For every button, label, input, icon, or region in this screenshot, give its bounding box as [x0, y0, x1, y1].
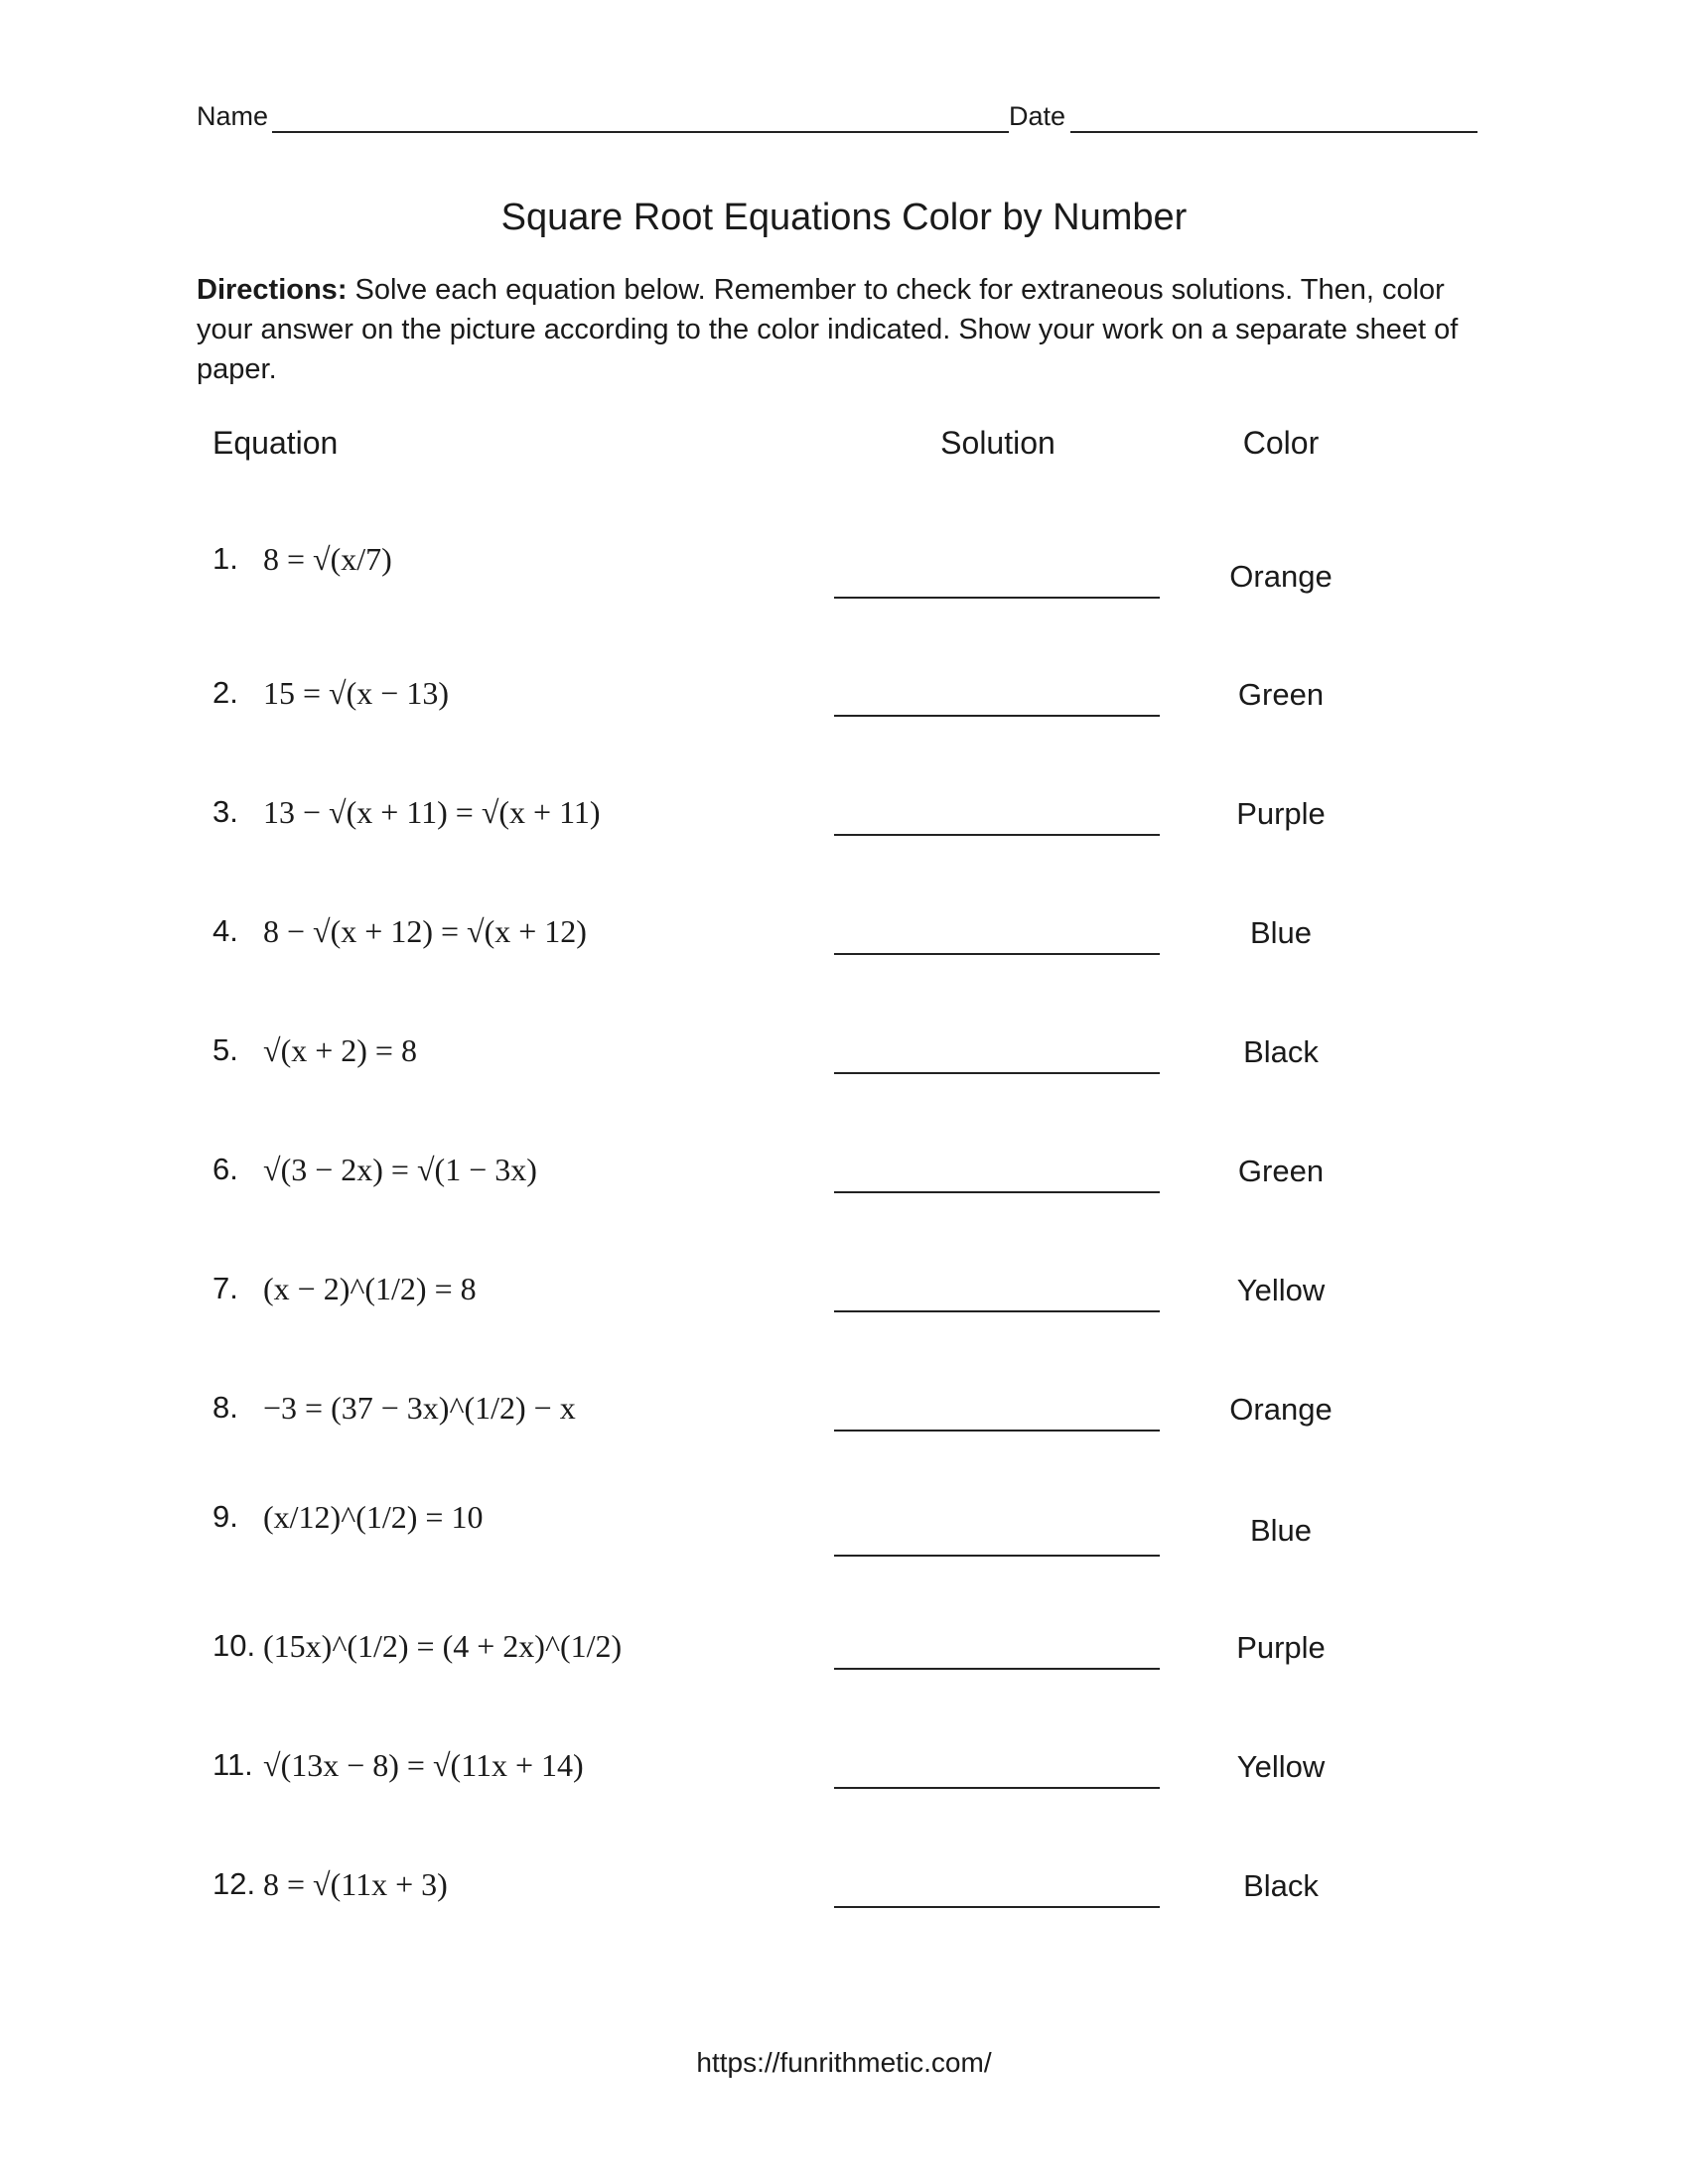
- color-label: Green: [1237, 677, 1325, 712]
- color-label: Purple: [1236, 1630, 1326, 1665]
- solution-blank[interactable]: [834, 1668, 1160, 1670]
- solution-blank[interactable]: [834, 1072, 1160, 1074]
- solution-blank[interactable]: [834, 953, 1160, 955]
- color-label: Black: [1243, 1034, 1319, 1069]
- problem-number: 11.: [212, 1747, 253, 1782]
- name-blank[interactable]: [272, 131, 1009, 133]
- color-label: Purple: [1236, 796, 1326, 831]
- problem-equation: √(x + 2) = 8: [263, 1032, 417, 1068]
- problem-row-12: [0, 1866, 1688, 1926]
- problem-row-9: [0, 1499, 1688, 1559]
- problem-row-6: [0, 1152, 1688, 1211]
- solution-blank[interactable]: [834, 1555, 1160, 1557]
- directions: [197, 270, 1487, 389]
- color-label: Blue: [1249, 1513, 1313, 1548]
- problem-equation: √(3 − 2x) = √(1 − 3x): [263, 1152, 537, 1187]
- problem-number: 12.: [212, 1866, 256, 1901]
- date-blank[interactable]: [1070, 131, 1477, 133]
- problem-equation: 8 − √(x + 12) = √(x + 12): [263, 913, 587, 949]
- problem-equation: 15 = √(x − 13): [263, 675, 449, 711]
- solution-blank[interactable]: [834, 834, 1160, 836]
- color-label: Yellow: [1236, 1749, 1326, 1784]
- problem-row-1: [0, 541, 1688, 601]
- problem-number: 10.: [212, 1628, 256, 1663]
- header-line: [197, 101, 1477, 135]
- color-label: Yellow: [1236, 1273, 1326, 1307]
- problem-equation: (x/12)^(1/2) = 10: [263, 1499, 484, 1535]
- solution-blank[interactable]: [834, 597, 1160, 599]
- color-label: Orange: [1229, 559, 1333, 594]
- date-label: Date: [1009, 101, 1066, 131]
- color-label: Green: [1237, 1154, 1325, 1188]
- problem-number: 8.: [212, 1390, 238, 1425]
- problem-equation: (x − 2)^(1/2) = 8: [263, 1271, 477, 1306]
- column-header-solution: Solution: [940, 425, 1055, 461]
- problem-row-3: [0, 794, 1688, 854]
- problem-number: 1.: [212, 541, 238, 576]
- problem-number: 7.: [212, 1271, 238, 1305]
- color-label: Black: [1243, 1868, 1319, 1903]
- solution-blank[interactable]: [834, 715, 1160, 717]
- solution-blank[interactable]: [834, 1310, 1160, 1312]
- problem-equation: 8 = √(x/7): [263, 541, 392, 577]
- problem-row-10: [0, 1628, 1688, 1688]
- color-label: Blue: [1249, 915, 1313, 950]
- problem-number: 5.: [212, 1032, 238, 1067]
- problem-number: 2.: [212, 675, 238, 710]
- column-header-equation: Equation: [212, 425, 339, 461]
- solution-blank[interactable]: [834, 1787, 1160, 1789]
- color-label: Orange: [1229, 1392, 1333, 1427]
- problem-row-11: [0, 1747, 1688, 1807]
- problem-row-4: [0, 913, 1688, 973]
- directions-label: Directions:: [197, 274, 348, 306]
- footer-url[interactable]: https://funrithmetic.com/: [696, 2047, 992, 2078]
- directions-text: Solve each equation below. Remember to check for extraneous solutions. Then, color your answer on the picture according to the color indicated. Show your work on a separate sheet of paper.: [197, 274, 1459, 385]
- problem-equation: −3 = (37 − 3x)^(1/2) − x: [263, 1390, 576, 1426]
- problem-equation: 8 = √(11x + 3): [263, 1866, 448, 1902]
- problem-row-5: [0, 1032, 1688, 1092]
- problem-row-7: [0, 1271, 1688, 1330]
- problem-equation: √(13x − 8) = √(11x + 14): [263, 1747, 584, 1783]
- problem-equation: (15x)^(1/2) = (4 + 2x)^(1/2): [263, 1628, 623, 1664]
- name-label: Name: [197, 101, 269, 131]
- page-title: Square Root Equations Color by Number: [500, 197, 1188, 238]
- problem-row-8: [0, 1390, 1688, 1449]
- problem-row-2: [0, 675, 1688, 735]
- solution-blank[interactable]: [834, 1906, 1160, 1908]
- column-header-color: Color: [1242, 425, 1320, 461]
- problem-equation: 13 − √(x + 11) = √(x + 11): [263, 794, 601, 830]
- solution-blank[interactable]: [834, 1191, 1160, 1193]
- solution-blank[interactable]: [834, 1430, 1160, 1432]
- problem-number: 6.: [212, 1152, 238, 1186]
- problem-number: 4.: [212, 913, 238, 948]
- problem-number: 9.: [212, 1499, 238, 1534]
- problem-number: 3.: [212, 794, 238, 829]
